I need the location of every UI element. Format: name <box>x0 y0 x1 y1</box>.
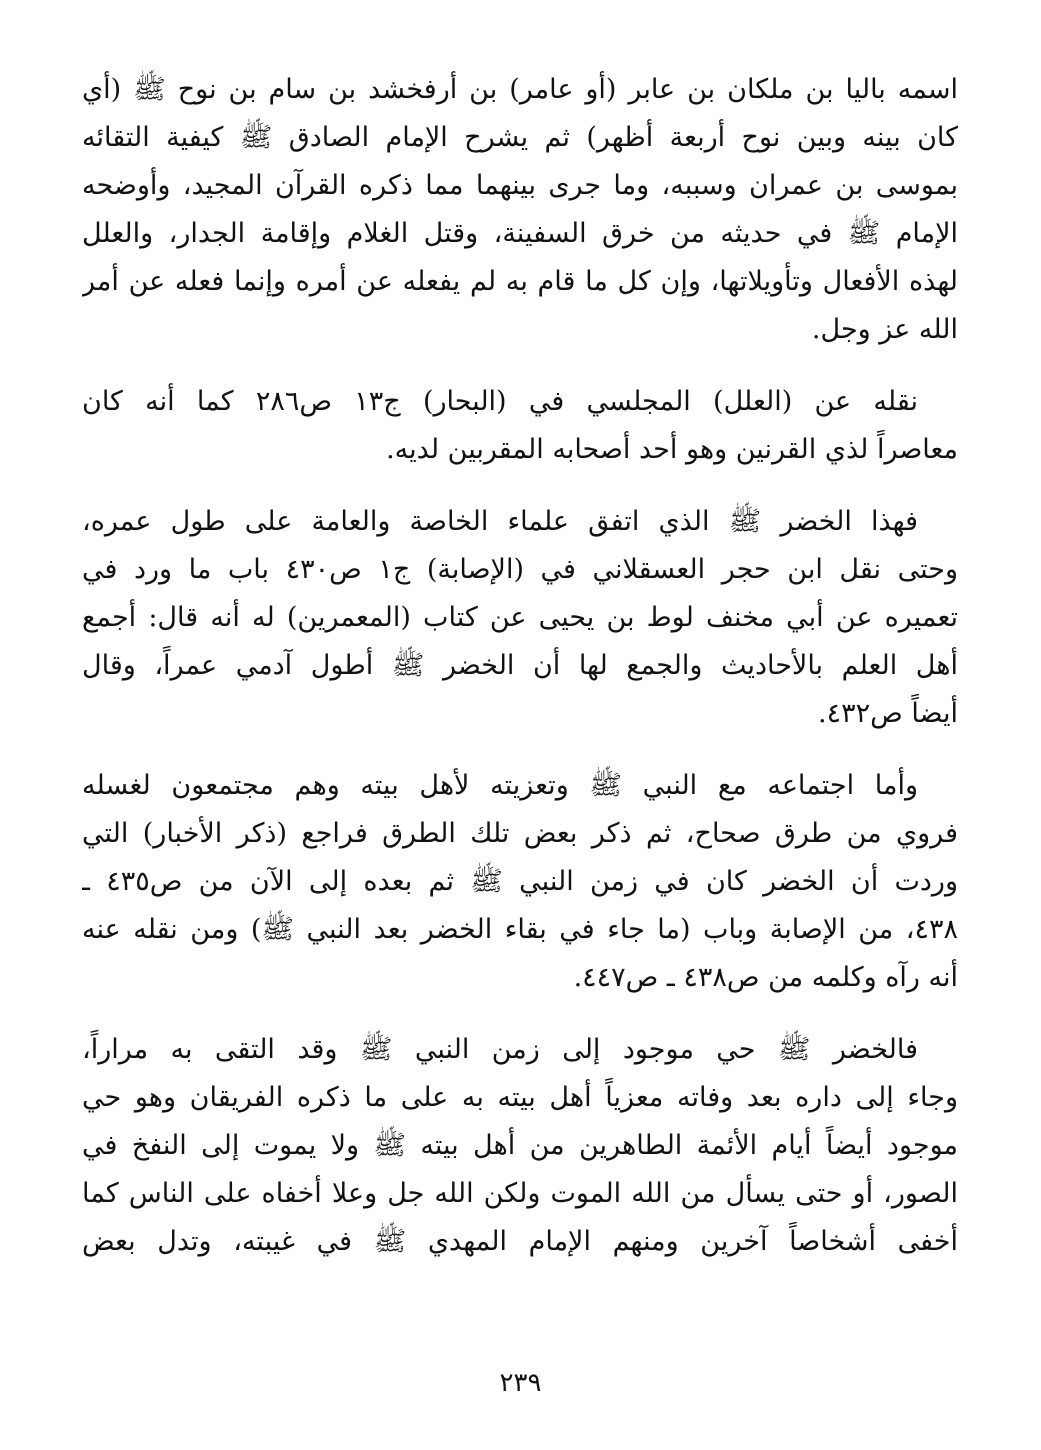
text-line: الإمام ﷺ في حديثه من خرق السفينة، وقتل الغلام وإقامة الجدار، والعلل <box>82 218 958 249</box>
text-line: كان بينه وبين نوح أربعة أظهر) ثم يشرح الإمام الصادق ﷺ كيفية التقائه <box>82 122 958 153</box>
text-line: وجاء إلى داره بعد وفاته معزياً أهل بيته به على ما ذكره الفريقان وهو حي <box>82 1082 958 1113</box>
text-line: فهذا الخضر ﷺ الذي اتفق علماء الخاصة والعامة على طول عمره، <box>82 506 918 537</box>
text-line: موجود أيضاً أيام الأئمة الطاهرين من أهل بيته ﷺ ولا يموت إلى النفخ في <box>82 1130 958 1161</box>
text-line: الله عز وجل. <box>811 314 958 345</box>
paragraph-5 <box>82 1026 958 1266</box>
text-line: اسمه باليا بن ملكان بن عابر (أو عامر) بن أرفخشد بن سام بن نوح ﷺ (أي <box>82 74 958 105</box>
text-line: فروي من طرق صحاح، ثم ذكر بعض تلك الطرق فراجع (ذكر الأخبار) التي <box>82 818 958 849</box>
paragraph-2 <box>82 378 958 474</box>
text-line: أخفى أشخاصاً آخرين ومنهم الإمام المهدي ﷺ في غيبته، وتدل بعض <box>82 1226 958 1257</box>
text-line: وحتى نقل ابن حجر العسقلاني في (الإصابة) ج١ ص٤٣٠ باب ما ورد في <box>82 554 958 585</box>
paragraph-4 <box>82 762 958 1002</box>
text-line: أيضاً ص٤٣٢. <box>818 698 958 729</box>
text-line: وأما اجتماعه مع النبي ﷺ وتعزيته لأهل بيته وهم مجتمعون لغسله <box>82 770 918 801</box>
paragraph-1 <box>82 66 958 354</box>
text-line: معاصراً لذي القرنين وهو أحد أصحابه المقربين لديه. <box>386 434 958 465</box>
text-line: بموسى بن عمران وسببه، وما جرى بينهما مما ذكره القرآن المجيد، وأوضحه <box>82 170 958 201</box>
text-line: تعميره عن أبي مخنف لوط بن يحيى عن كتاب (المعمرين) له أنه قال: أجمع <box>82 602 958 633</box>
text-line: ٤٣٨، من الإصابة وباب (ما جاء في بقاء الخضر بعد النبي ﷺ) ومن نقله عنه <box>82 914 958 945</box>
text-line: فالخضر ﷺ حي موجود إلى زمن النبي ﷺ وقد التقى به مراراً، <box>82 1034 918 1065</box>
text-line: أنه رآه وكلمه من ص٤٣٨ ـ ص٤٤٧. <box>573 962 958 993</box>
text-line: نقله عن (العلل) المجلسي في (البحار) ج١٣ ص٢٨٦ كما أنه كان <box>82 386 918 417</box>
text-line: الصور، أو حتى يسأل من الله الموت ولكن الله جل وعلا أخفاه على الناس كما <box>82 1178 958 1209</box>
document-page <box>82 66 958 1290</box>
text-line: أهل العلم بالأحاديث والجمع لها أن الخضر ﷺ أطول آدمي عمراً، وقال <box>82 650 958 681</box>
page-number: ٢٣٩ <box>499 1368 542 1398</box>
text-line: لهذه الأفعال وتأويلاتها، وإن كل ما قام به لم يفعله عن أمره وإنما فعله عن أمر <box>82 266 958 297</box>
text-line: وردت أن الخضر كان في زمن النبي ﷺ ثم بعده إلى الآن من ص٤٣٥ ـ <box>82 866 958 897</box>
paragraph-3 <box>82 498 958 738</box>
